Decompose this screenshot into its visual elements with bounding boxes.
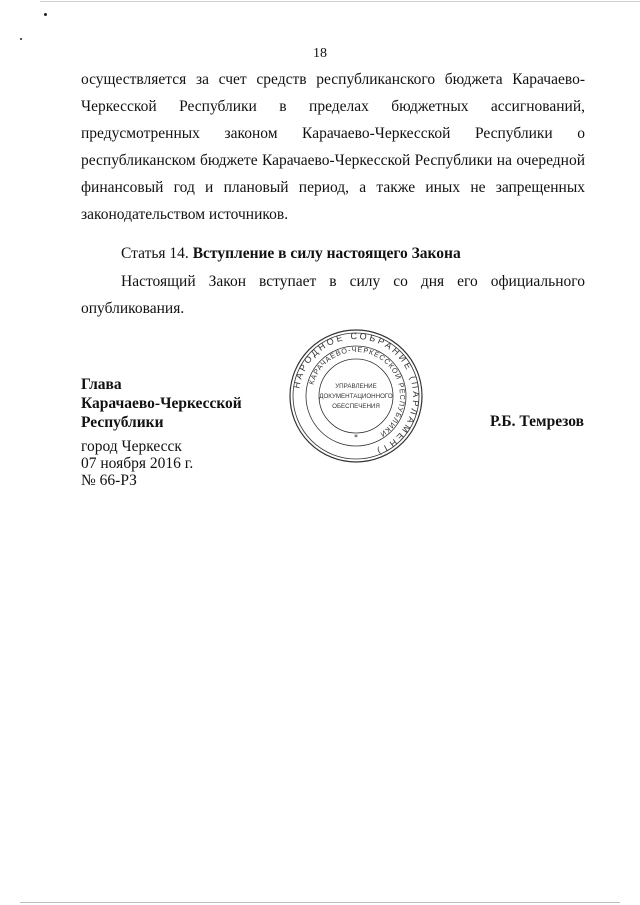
stamp-center-line: ДОКУМЕНТАЦИОННОГО — [319, 393, 393, 400]
article-title: Вступление в силу настоящего Закона — [192, 245, 461, 262]
text-line: Черкесской Республики в пределах бюджетных ассигнований, — [81, 98, 585, 115]
stamp-star-icon — [354, 433, 358, 442]
official-stamp — [288, 328, 424, 464]
stamp-center-line: УПРАВЛЕНИЕ — [335, 383, 377, 390]
text-line: осуществляется за счет средств республиканского бюджета Карачаево- — [81, 71, 585, 88]
stamp-center-line: ОБЕСПЕЧЕНИЯ — [332, 403, 380, 410]
paragraph-entry-into-force — [81, 268, 585, 322]
page-number: 18 — [313, 46, 327, 61]
text-line: законодательством источников. — [81, 206, 289, 223]
date: 07 ноября 2016 г. — [81, 455, 194, 472]
stamp-outer-text: НАРОДНОЕ СОБРАНИЕ (ПАРЛАМЕНТ) — [291, 330, 422, 458]
bottom-edge-line — [20, 902, 620, 903]
text-line: республиканском бюджете Карачаево-Черкесской Республики на очередной — [81, 152, 585, 169]
place-date-number — [81, 438, 193, 489]
text-line: финансовый год и плановый период, а также иных не запрещенных — [81, 179, 585, 196]
text-line: Настоящий Закон вступает в силу со дня его официального — [121, 273, 585, 290]
text-line: предусмотренных законом Карачаево-Черкесской Республики о — [81, 125, 585, 142]
article-number: Статья 14. — [121, 245, 189, 262]
svg-text:*: * — [354, 433, 358, 442]
text-line: опубликования. — [81, 300, 185, 317]
city: город Черкесск — [81, 438, 182, 455]
stamp-inner-text: КАРАЧАЕВО-ЧЕРКЕССКОЙ РЕСПУБЛИКИ — [306, 344, 408, 440]
article-heading — [121, 240, 461, 267]
scan-speck — [44, 13, 47, 16]
signatory-title: Глава Карачаево-Черкесской Республики — [81, 376, 242, 431]
paragraph-financing — [81, 66, 585, 228]
law-number: № 66-РЗ — [81, 472, 137, 489]
top-edge-line — [40, 1, 640, 2]
signatory-name: Р.Б. Темрезов — [490, 413, 584, 430]
scan-speck — [20, 38, 22, 40]
